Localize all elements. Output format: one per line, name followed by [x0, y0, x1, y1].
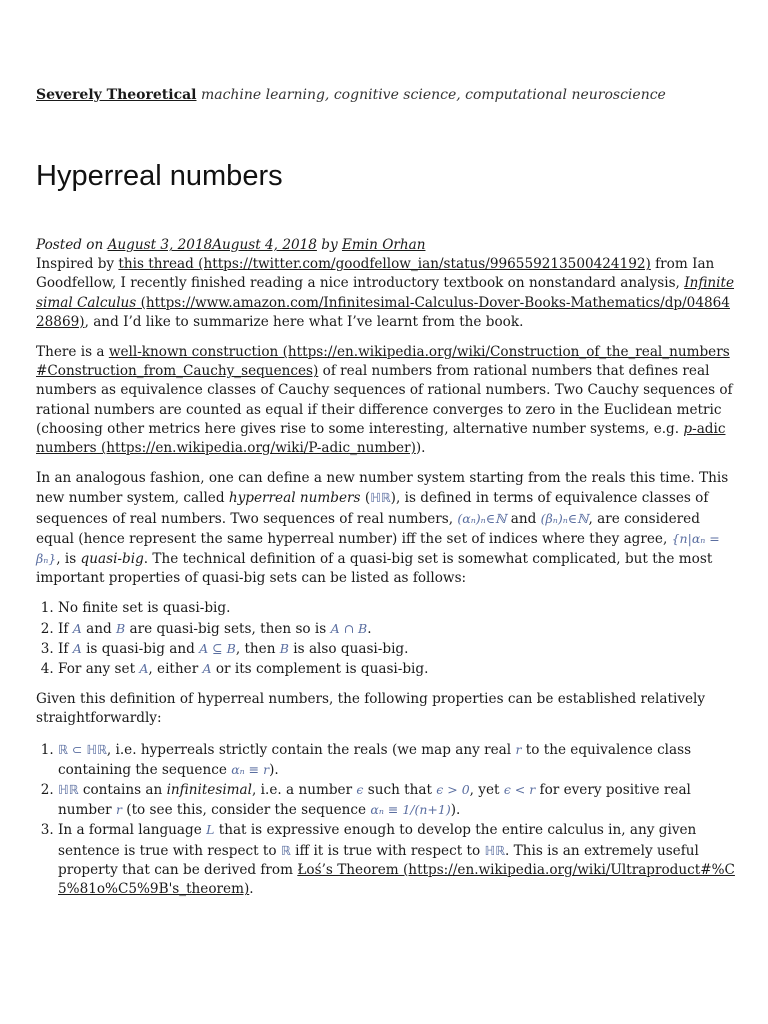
paragraph-hyperreal-definition: In an analogous fashion, one can define a new number system starting from the reals this time. This new number system, called hyperreal numbers (ℍℝ), is defined in terms of equivalence classes of sequences of real numbers. Two sequences of real numbers, (αₙ)ₙ∈ℕ and (βₙ)ₙ∈ℕ, are considered equal (hence represent the same hyperreal number) iff the set of indices where they agree, {n|αₙ = βₙ}, is quasi-big. The technical definition of a quasi-big set is somewhat complicated, but the most important properties of quasi-big sets can be listed as follows: [36, 470, 729, 587]
list-item: 2. If A and B are quasi-big sets, then so is A ∩ B. [58, 619, 736, 639]
los-theorem-link[interactable]: Łoś’s Theorem (https://en.wikipedia.org/wiki/Ultraproduct#%C5%81o%C5%9B's_theorem) [58, 861, 735, 898]
quasi-big-properties-list [36, 599, 736, 679]
list-item: 2. ℍℝ contains an infinitesimal, i.e. a number ϵ such that ϵ > 0, yet ϵ < r for every positive real number r (to see this, consider the sequence αₙ ≡ 1/(n+1)). [58, 780, 736, 820]
math-alpha-sequence: (αₙ)ₙ∈ℕ [457, 510, 507, 526]
thread-link[interactable]: this thread (https://twitter.com/goodfellow_ian/status/996559213500424192) [118, 256, 651, 273]
hyperreal-properties-list [36, 740, 736, 900]
list-item: 3. If A is quasi-big and A ⊆ B, then B is also quasi-big. [58, 639, 736, 659]
post-meta: Posted on August 3, 2018August 4, 2018 by Emin Orhan [36, 237, 426, 253]
post-title: Hyperreal numbers [36, 160, 283, 192]
construction-link[interactable]: well-known construction (https://en.wikipedia.org/wiki/Construction_of_the_real_numbers#Construction_from_Cauchy_sequences) [36, 344, 730, 380]
list-item: 3. In a formal language L that is expressive enough to develop the entire calculus in, any given sentence is true with respect to ℝ iff it is true with respect to ℍℝ. This is an extremely useful property that can be derived from Łoś’s Theorem (https://en.wikipedia.org/wiki/Ultraproduct#%C5%81o%C5%9B's_theorem). [58, 820, 736, 899]
author-link[interactable]: Emin Orhan [341, 237, 426, 253]
math-beta-sequence: (βₙ)ₙ∈ℕ [540, 510, 589, 526]
list-item: 1. ℝ ⊂ ℍℝ, i.e. hyperreals strictly contain the reals (we map any real r to the equivalence class containing the sequence αₙ ≡ r). [58, 740, 736, 780]
book-link[interactable]: Infinitesimal Calculus (https://www.amazon.com/Infinitesimal-Calculus-Dover-Books-Mathematics/dp/0486428869) [36, 275, 735, 330]
list-item: 4. For any set A, either A or its complement is quasi-big. [58, 659, 736, 679]
post-date-link[interactable]: August 3, 2018August 4, 2018 [107, 237, 317, 253]
post-content [36, 236, 736, 910]
math-index-set: {n|αₙ = βₙ} [36, 530, 720, 567]
list-item: 1. No finite set is quasi-big. [58, 599, 736, 618]
paragraph-properties-intro: Given this definition of hyperreal numbers, the following properties can be established relatively straightforwardly: [36, 691, 706, 727]
p-adic-link[interactable]: p-adic numbers (https://en.wikipedia.org/wiki/P-adic_number) [36, 420, 726, 457]
paragraph-cauchy: There is a well-known construction (https://en.wikipedia.org/wiki/Construction_of_the_real_numbers#Construction_from_Cauchy_sequences) of real numbers from rational numbers that defines real numbers as equivalence classes of Cauchy sequences of rational numbers. Two Cauchy sequences of rational numbers are counted as equal if their difference converges to zero in the Euclidean metric (choosing other metrics here gives rise to some interesting, alternative number systems, e.g. p-adic numbers (https://en.wikipedia.org/wiki/P-adic_number)). [36, 344, 733, 457]
site-tagline: machine learning, cognitive science, computational neuroscience [200, 87, 666, 103]
site-header [36, 86, 666, 104]
paragraph-intro: Inspired by this thread (https://twitter.com/goodfellow_ian/status/996559213500424192) from Ian Goodfellow, I recently finished reading a nice introductory textbook on nonstandard analysis, Infinitesimal Calculus (https://www.amazon.com/Infinitesimal-Calculus-Dover-Books-Mathematics/dp/0486428869), and I’d like to summarize here what I’ve learnt from the book. [36, 256, 735, 330]
site-title-link[interactable]: Severely Theoretical [36, 87, 197, 103]
